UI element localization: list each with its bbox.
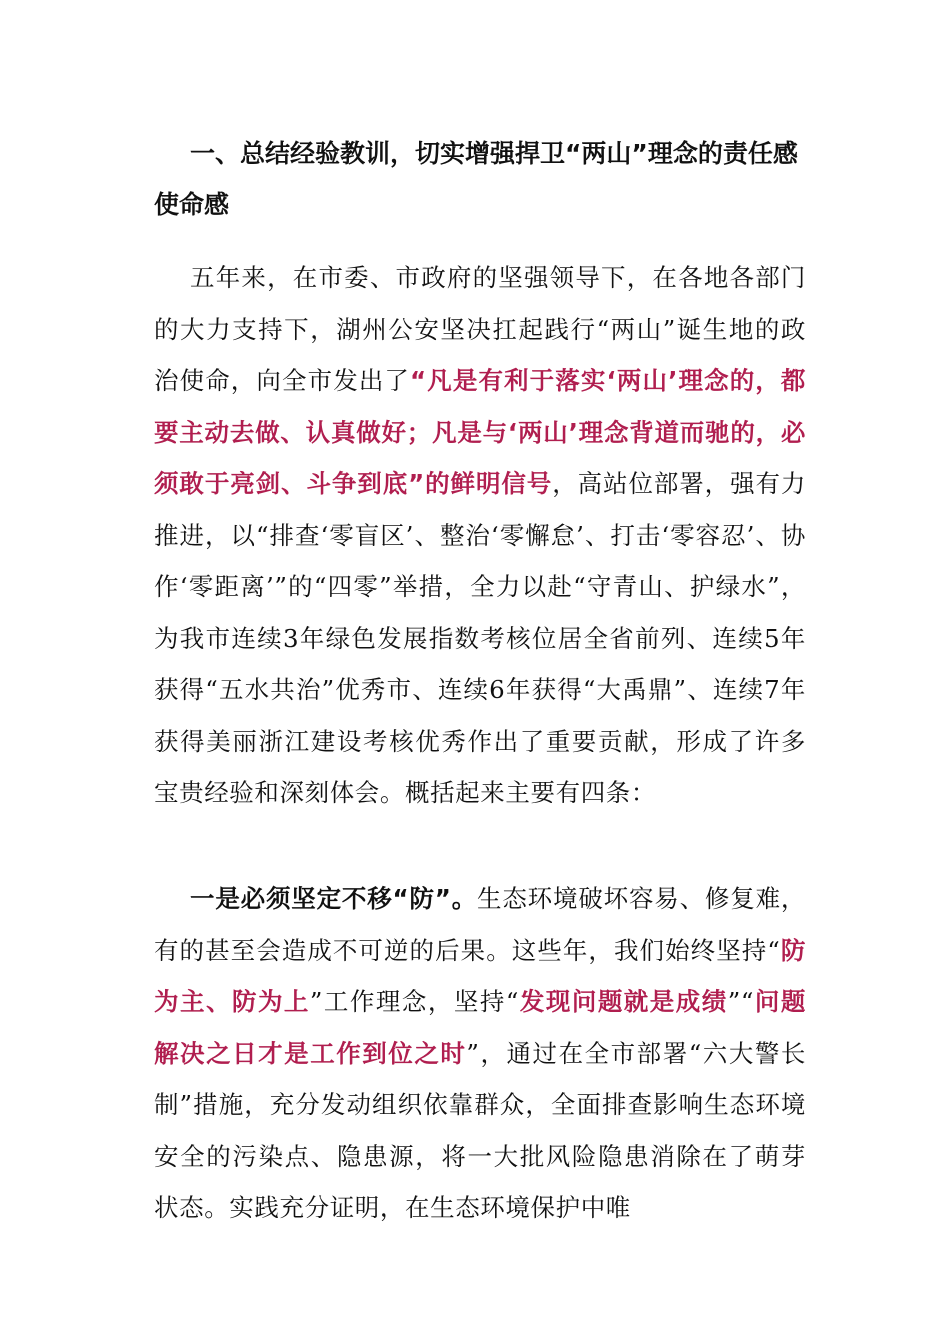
paragraph-2-text-b: ”工作理念，坚持“ xyxy=(309,987,519,1016)
paragraph-1 xyxy=(154,252,806,819)
paragraph-2-highlight-a: 防为主、防为上 xyxy=(154,935,806,1016)
paragraph-1-text-b: ，高站位部署，强有力推进，以“排查‘零盲区’、整治‘零懈怠’、打击‘零容忍’、协作‘零距离’”的“四零”举措，全力以赴“守青山、护绿水”，为我市连续3年绿色发展指数考核位居全省前列、连续5年获得“五水共治”优秀市、连续6年获得“大禹鼎”、连续7年获得美丽浙江建设考核优秀作出了重要贡献，形成了许多宝贵经验和深刻体会。概括起来主要有四条： xyxy=(154,469,807,807)
paragraph-2-highlight-b: 发现问题就是成绩 xyxy=(518,987,728,1016)
section-heading: 一、总结经验教训，切实增强捍卫“两山”理念的责任感使命感 xyxy=(154,139,798,219)
paragraph-2-text-c: ”“ xyxy=(727,987,755,1016)
paragraph-2-highlight-c: 问题解决之日才是工作到位之时 xyxy=(154,987,806,1068)
paragraph-2 xyxy=(154,873,806,1234)
paragraph-2-text-d: ”，通过在全市部署“六大警长制”措施，充分发动组织依靠群众，全面排查影响生态环境安全的污染点、隐患源，将一大批风险隐患消除在了萌芽状态。实践充分证明，在生态环境保护中唯 xyxy=(154,1038,806,1222)
paragraph-2-text-a: 生态环境破坏容易、修复难，有的甚至会造成不可逆的后果。这些年，我们始终坚持“ xyxy=(154,884,806,965)
paragraph-1-text-a: 五年来，在市委、市政府的坚强领导下，在各地各部门的大力支持下，湖州公安坚决扛起践行“两山”诞生地的政治使命，向全市发出了 xyxy=(154,263,806,395)
paragraph-1-highlight: “凡是有利于落实‘两山’理念的，都要主动去做、认真做好；凡是与‘两山’理念背道而驰的，必须敢于亮剑、斗争到底”的鲜明信号 xyxy=(154,366,806,498)
paragraph-2-lead: 一是必须坚定不移“防”。 xyxy=(190,884,478,913)
